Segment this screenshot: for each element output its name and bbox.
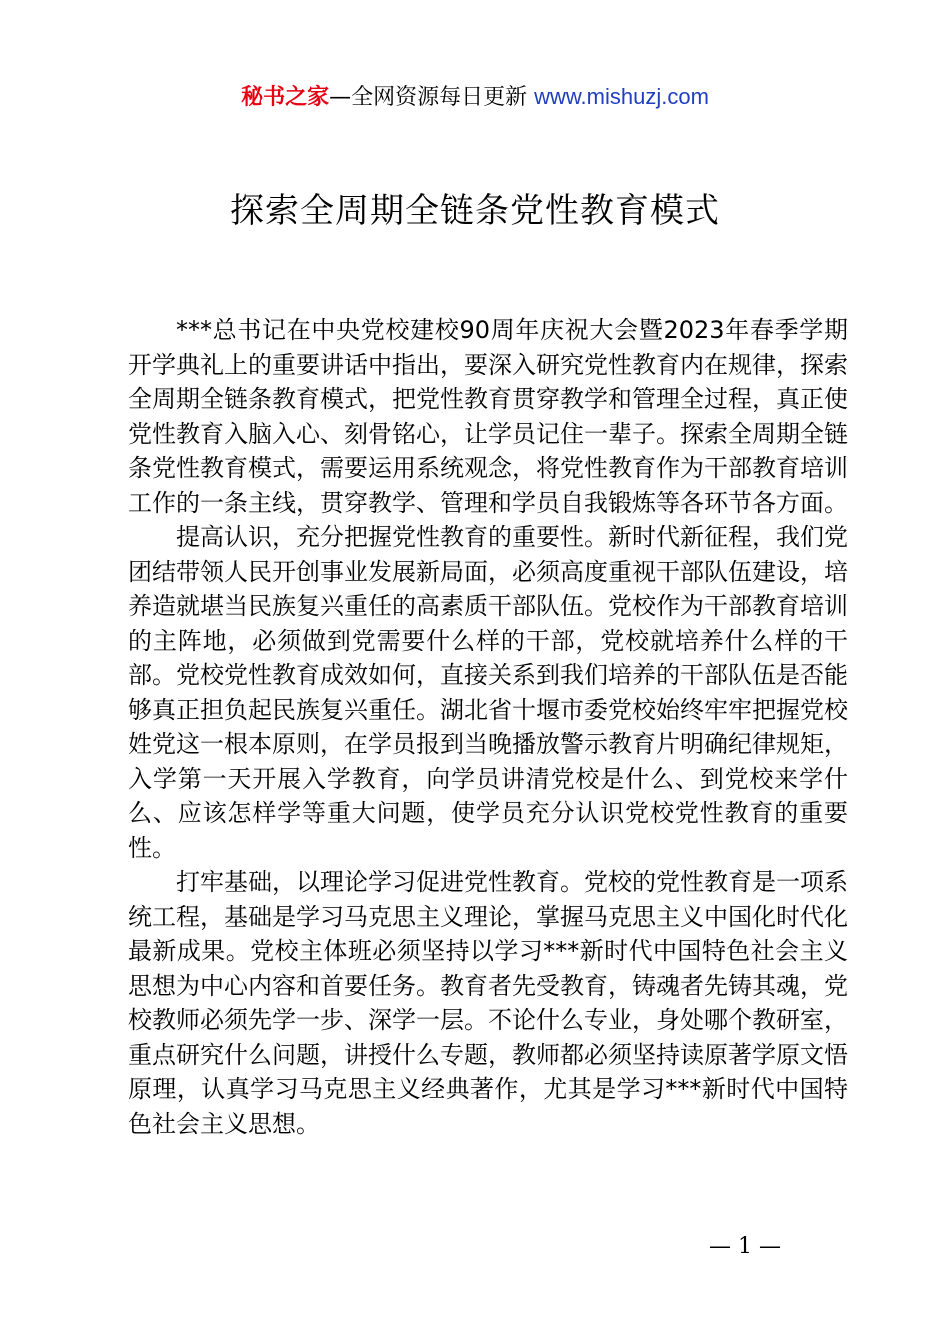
document-title: 探索全周期全链条党性教育模式 [230,191,720,231]
site-slogan: —全网资源每日更新 [329,85,528,110]
body-paragraph: ***总书记在中央党校建校90周年庆祝大会暨2023年春季学期开学典礼上的重要讲话中指出，要深入研究党性教育内在规律，探索全周期全链条教育模式，把党性教育贯穿教学和管理全过程，真正使党性教育入脑入心、刻骨铭心，让学员记住一辈子。探索全周期全链条党性教育模式，需要运用系统观念，将党性教育作为干部教育培训工作的一条主线，贯穿教学、管理和学员自我锻炼等各环节各方面。 [128,316,848,517]
site-header [0,80,950,115]
document-body [128,313,848,1141]
page-number: — 1 — [709,1234,781,1259]
site-url-link[interactable]: www.mishuzj.com [534,84,709,109]
site-brand: 秘书之家 [241,85,330,110]
body-paragraph: 提高认识，充分把握党性教育的重要性。新时代新征程，我们党团结带领人民开创事业发展新局面，必须高度重视干部队伍建设，培养造就堪当民族复兴重任的高素质干部队伍。党校作为干部教育培训的主阵地，必须做到党需要什么样的干部，党校就培养什么样的干部。党校党性教育成效如何，直接关系到我们培养的干部队伍是否能够真正担负起民族复兴重任。湖北省十堰市委党校始终牢牢把握党校姓党这一根本原则，在学员报到当晚播放警示教育片明确纪律规矩，入学第一天开展入学教育，向学员讲清党校是什么、到党校来学什么、应该怎样学等重大问题，使学员充分认识党校党性教育的重要性。 [128,523,848,862]
body-paragraph: 打牢基础，以理论学习促进党性教育。党校的党性教育是一项系统工程，基础是学习马克思主义理论，掌握马克思主义中国化时代化最新成果。党校主体班必须坚持以学习***新时代中国特色社会主义思想为中心内容和首要任务。教育者先受教育，铸魂者先铸其魂，党校教师必须先学一步、深学一层。不论什么专业，身处哪个教研室，重点研究什么问题，讲授什么专题，教师都必须坚持读原著学原文悟原理，认真学习马克思主义经典著作，尤其是学习***新时代中国特色社会主义思想。 [128,868,848,1138]
